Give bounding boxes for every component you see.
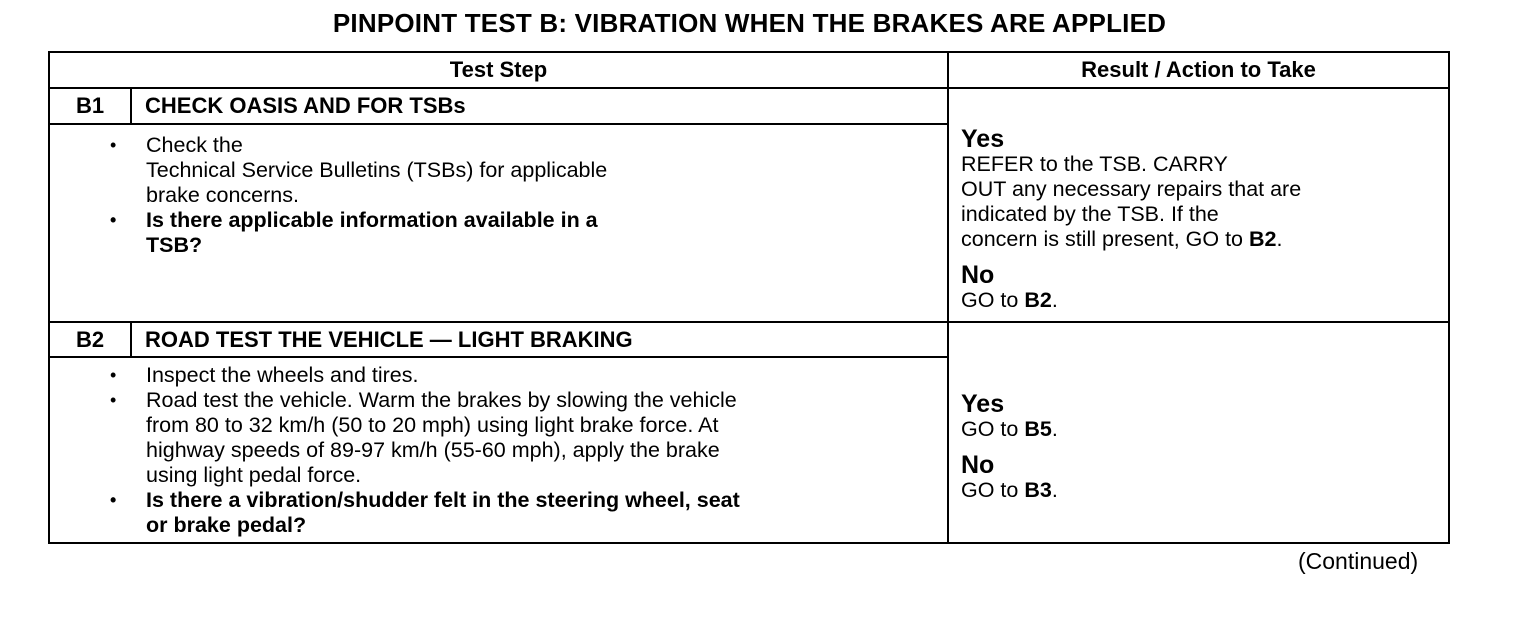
bullet-line: Inspect the wheels and tires. bbox=[146, 363, 419, 387]
yes-line: GO to B5. bbox=[961, 417, 1058, 441]
yes-line-text: concern is still present, GO to bbox=[961, 227, 1249, 251]
step-title-b2: ROAD TEST THE VEHICLE — LIGHT BRAKING bbox=[132, 323, 949, 358]
no-label: No bbox=[961, 451, 995, 479]
header-test-step: Test Step bbox=[50, 53, 949, 89]
bullet-line: using light pedal force. bbox=[146, 463, 362, 487]
bullet-line: Technical Service Bulletins (TSBs) for applicable bbox=[146, 158, 608, 182]
bullet-item bbox=[110, 133, 947, 208]
continued-note: (Continued) bbox=[1298, 548, 1419, 574]
bullet-line: brake concerns. bbox=[146, 183, 299, 207]
step-title-b1: CHECK OASIS AND FOR TSBs bbox=[132, 89, 949, 125]
bullet-line: Road test the vehicle. Warm the brakes by slowing the vehicle bbox=[146, 388, 737, 412]
no-step-ref: B2 bbox=[1024, 288, 1052, 312]
bullet-line: from 80 to 32 km/h (50 to 20 mph) using light brake force. At bbox=[146, 413, 719, 437]
bullet-dot: • bbox=[110, 365, 117, 385]
bullet-dot: • bbox=[110, 390, 117, 410]
page-title: PINPOINT TEST B: VIBRATION WHEN THE BRAKES ARE APPLIED bbox=[332, 8, 1167, 38]
bullet-item bbox=[110, 388, 947, 488]
no-step-ref: B3 bbox=[1024, 478, 1052, 502]
bullet-item-question bbox=[110, 208, 947, 258]
yes-line: indicated by the TSB. If the bbox=[961, 202, 1219, 226]
bullet-dot: • bbox=[110, 135, 117, 155]
yes-line: OUT any necessary repairs that are bbox=[961, 177, 1302, 201]
bullet-line: TSB? bbox=[146, 233, 203, 257]
no-line-text: GO to bbox=[961, 478, 1025, 502]
bullet-item-question bbox=[110, 488, 947, 538]
step-body-b2 bbox=[50, 358, 949, 542]
yes-step-ref: B2 bbox=[1248, 227, 1277, 251]
bullet-dot: • bbox=[110, 490, 117, 510]
no-line: GO to B2. bbox=[961, 288, 1058, 312]
step-body-b1 bbox=[50, 125, 949, 323]
bullet-line: Is there a vibration/shudder felt in the steering wheel, seat bbox=[146, 488, 740, 512]
bullet-line: Is there applicable information available in a bbox=[146, 208, 598, 232]
bullet-item bbox=[110, 363, 947, 388]
yes-label: Yes bbox=[961, 125, 1005, 153]
pinpoint-test-table bbox=[48, 51, 1450, 544]
result-cell-b1 bbox=[949, 89, 1448, 323]
yes-line: concern is still present, GO to B2. bbox=[961, 227, 1283, 251]
bullet-line: highway speeds of 89-97 km/h (55-60 mph), apply the brake bbox=[146, 438, 720, 462]
yes-step-ref: B5 bbox=[1024, 417, 1052, 441]
step-id-b2: B2 bbox=[50, 323, 132, 358]
yes-label: Yes bbox=[961, 390, 1005, 418]
yes-line: REFER to the TSB. CARRY bbox=[961, 152, 1228, 176]
no-line: GO to B3. bbox=[961, 478, 1058, 502]
bullet-line: or brake pedal? bbox=[146, 513, 307, 537]
step-id-b1: B1 bbox=[50, 89, 132, 125]
bullet-dot: • bbox=[110, 210, 117, 230]
bullet-line: Check the bbox=[146, 133, 243, 157]
yes-line-text: GO to bbox=[961, 417, 1025, 441]
header-result-action: Result / Action to Take bbox=[949, 53, 1448, 89]
result-cell-b2 bbox=[949, 323, 1448, 542]
no-line-text: GO to bbox=[961, 288, 1025, 312]
no-label: No bbox=[961, 261, 995, 289]
